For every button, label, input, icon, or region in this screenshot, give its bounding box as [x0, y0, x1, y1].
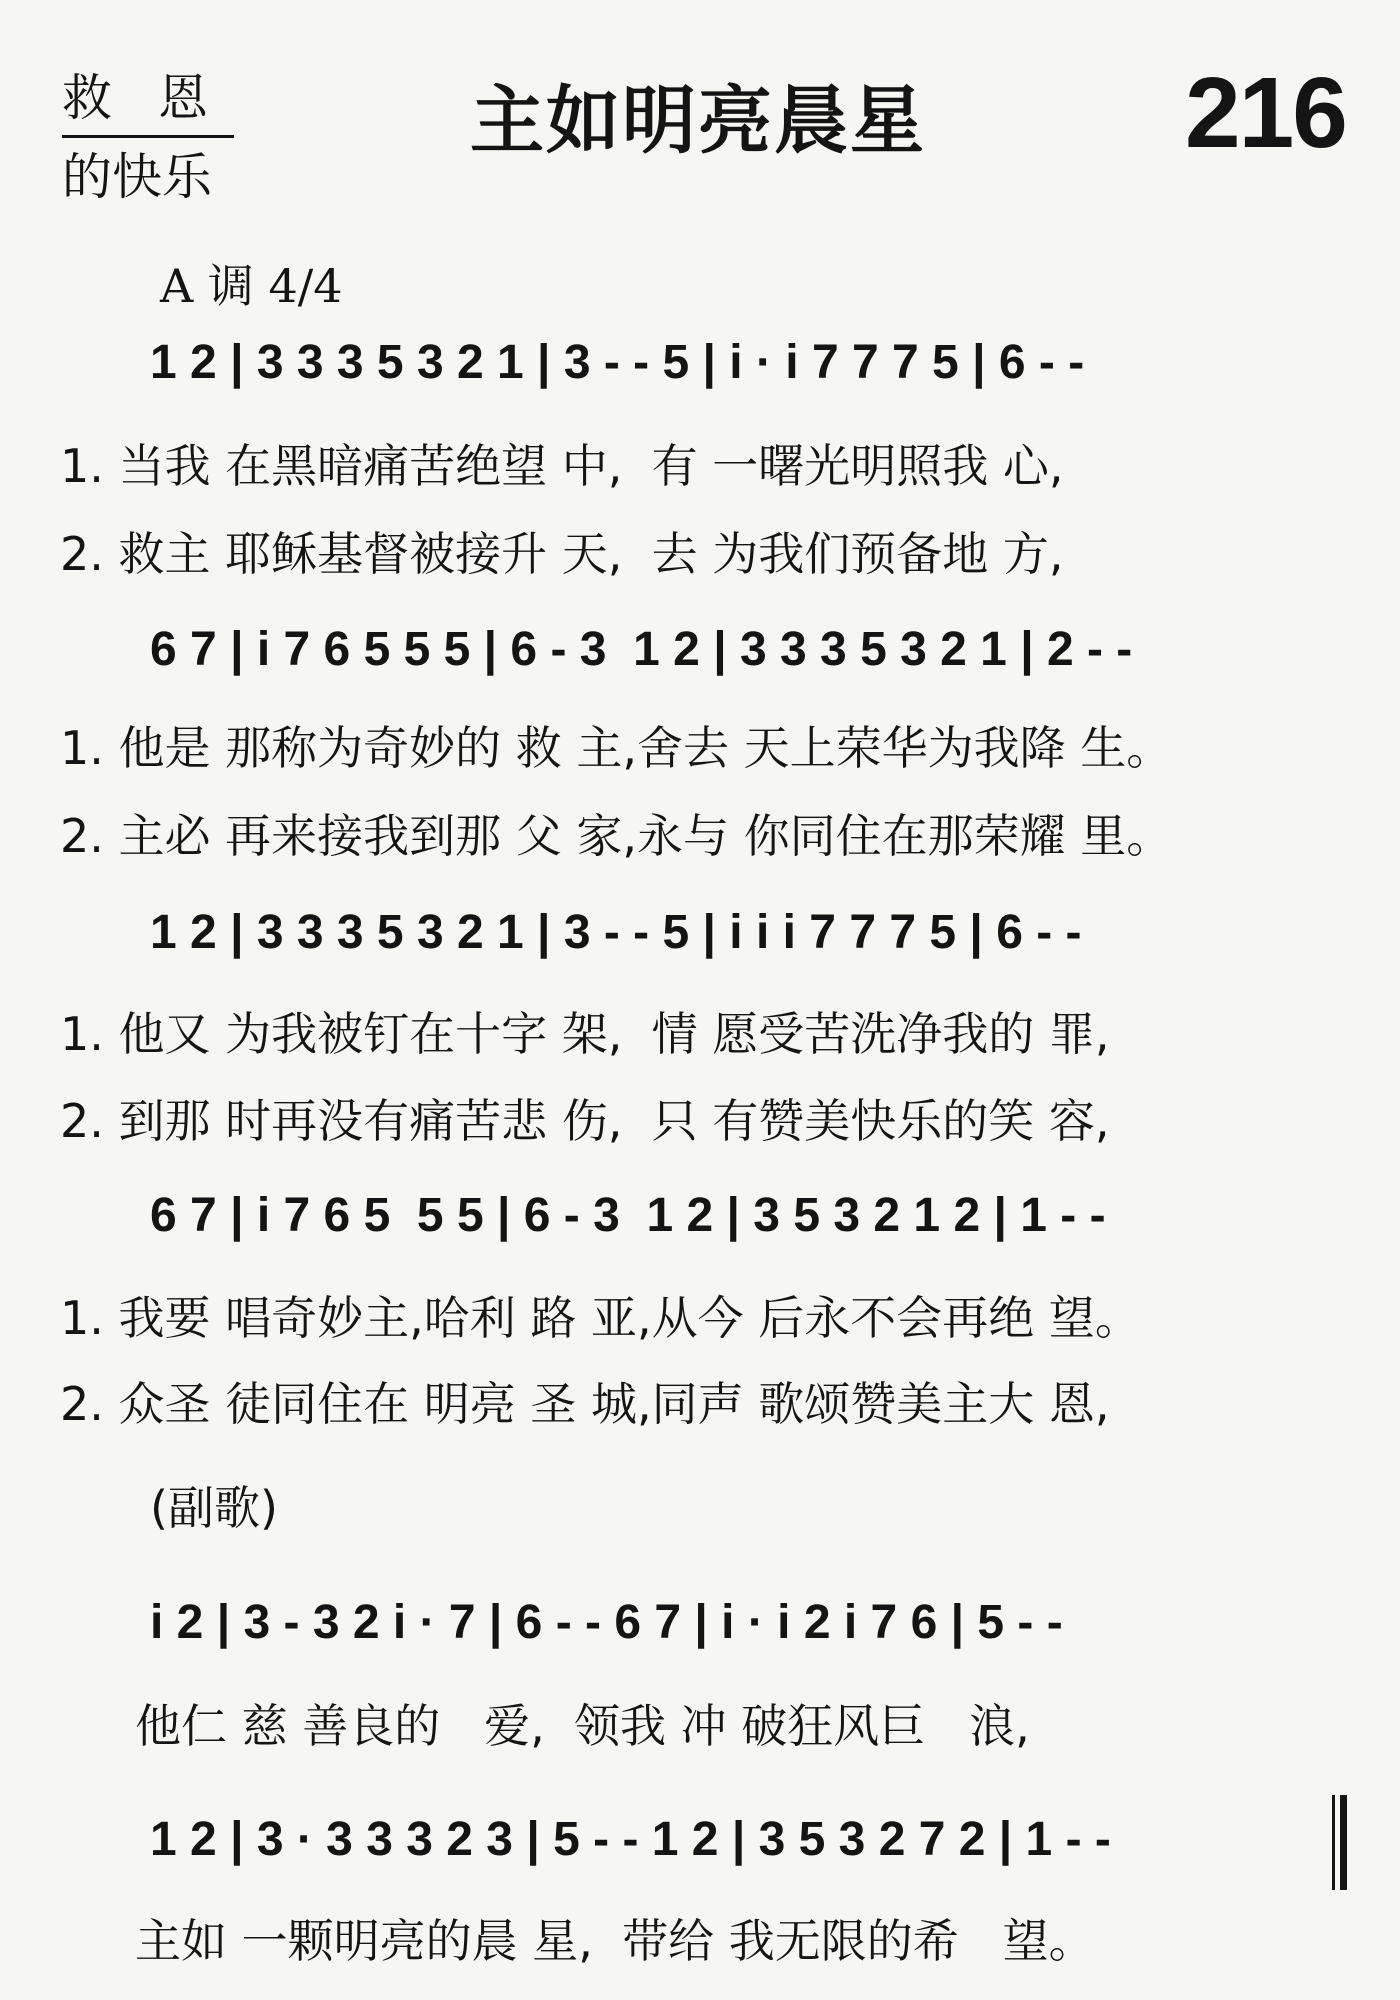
verse2-lyric-system-1: 2. 救主 耶稣基督被接升 天, 去 为我们预备地 方, — [60, 527, 1064, 581]
final-barline-thick — [1340, 1795, 1347, 1890]
notation-system-2: 6 7 | i 7 6 5 5 5 | 6 - 3 1 2 | 3 3 3 5 3 2 1 | 2 - - — [150, 623, 1133, 676]
refrain-lyric-1: 他仁 慈 善良的 爱, 领我 冲 破狂风巨 浪, — [135, 1699, 1030, 1753]
hymn-category — [62, 65, 254, 210]
notation-system-5: i 2 | 3 - 3 2 i · 7 | 6 - - 6 7 | i · i 2 i 7 6 | 5 - - — [150, 1596, 1063, 1649]
refrain-label: (副歌) — [150, 1481, 278, 1535]
verse1-lyric-system-3: 1. 他又 为我被钉在十字 架, 情 愿受苦洗净我的 罪, — [60, 1007, 1110, 1061]
hymn-number: 216 — [1185, 57, 1346, 169]
refrain-lyric-2: 主如 一颗明亮的晨 星, 带给 我无限的希 望。 — [135, 1914, 1095, 1968]
verse2-lyric-system-2: 2. 主必 再来接我到那 父 家,永与 你同住在那荣耀 里。 — [60, 809, 1173, 863]
category-line-1: 救恩 — [62, 69, 254, 127]
final-barline-thin — [1332, 1795, 1335, 1890]
verse2-lyric-system-4: 2. 众圣 徒同住在 明亮 圣 城,同声 歌颂赞美主大 恩, — [60, 1377, 1110, 1431]
verse2-lyric-system-3: 2. 到那 时再没有痛苦悲 伤, 只 有赞美快乐的笑 容, — [60, 1094, 1110, 1148]
verse1-lyric-system-2: 1. 他是 那称为奇妙的 救 主,舍去 天上荣华为我降 生。 — [60, 721, 1173, 775]
category-divider — [62, 135, 234, 138]
notation-system-6: 1 2 | 3 · 3 3 3 2 3 | 5 - - 1 2 | 3 5 3 2 7 2 | 1 - - — [150, 1813, 1111, 1866]
key-signature: A 调 4/4 — [160, 259, 343, 313]
notation-system-4: 6 7 | i 7 6 5 5 5 | 6 - 3 1 2 | 3 5 3 2 1 2 | 1 - - — [150, 1189, 1106, 1242]
notation-system-3: 1 2 | 3 3 3 5 3 2 1 | 3 - - 5 | i i i 7 7 7 5 | 6 - - — [150, 906, 1082, 959]
notation-system-1: 1 2 | 3 3 3 5 3 2 1 | 3 - - 5 | i · i 7 7 7 5 | 6 - - — [150, 336, 1085, 389]
verse1-lyric-system-1: 1. 当我 在黑暗痛苦绝望 中, 有 一曙光明照我 心, — [60, 439, 1064, 493]
category-line-2: 的快乐 — [62, 148, 212, 206]
verse1-lyric-system-4: 1. 我要 唱奇妙主,哈利 路 亚,从今 后永不会再绝 望。 — [60, 1291, 1141, 1345]
hymn-title: 主如明亮晨星 — [470, 78, 926, 164]
